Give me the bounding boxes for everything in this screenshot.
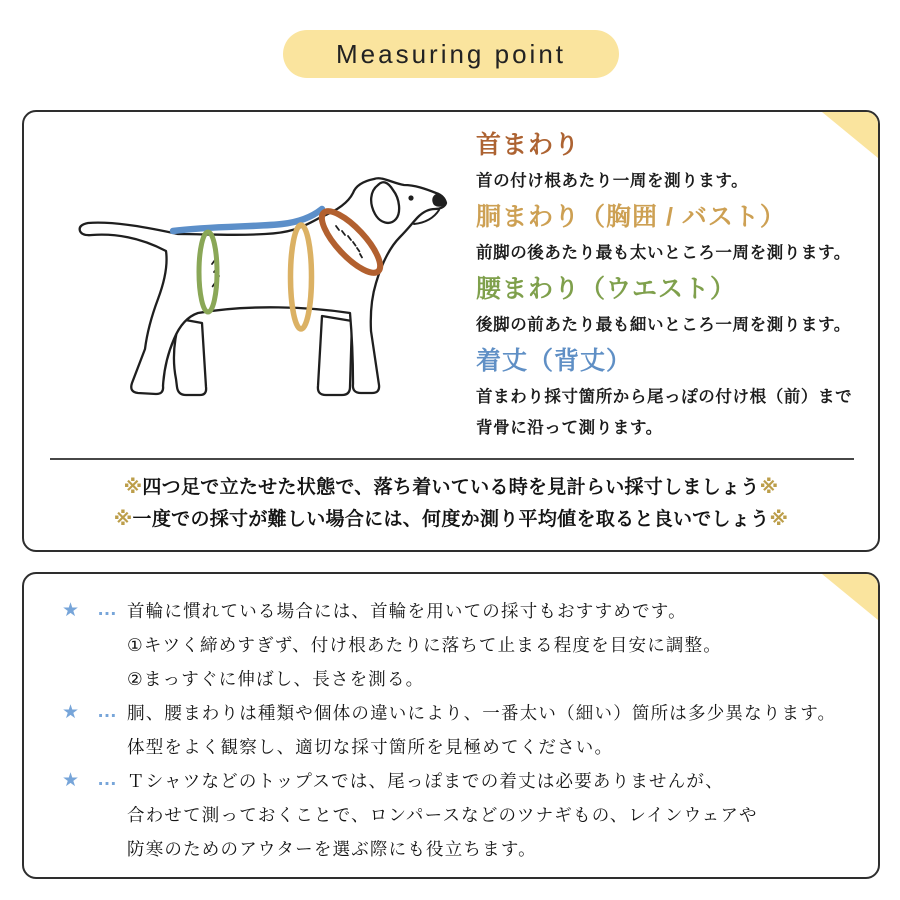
section-waist-description: 後脚の前あたり最も細いところ一周を測ります。 [476,316,851,334]
tip-1-line-2: ①キツく締めすぎず、付け根あたりに落ちて止まる程度を目安に調整。 [127,635,723,655]
dog-eye [408,195,413,200]
star-icon: ★ [62,770,80,791]
tip-1-line-1: 首輪に慣れている場合には、首輪を用いての採寸もおすすめです。 [127,601,687,621]
tips-list [24,574,878,866]
dog-nose [432,194,446,207]
tip-item-2 [62,696,854,764]
note-mark-icon: ※ [123,477,143,498]
tip-2-line-2: 体型をよく観察し、適切な採寸箇所を見極めてください。 [127,737,614,757]
tip-3-line-3: 防寒のためのアウターを選ぶ際にも役立ちます。 [127,839,537,859]
page-title-pill [283,30,619,78]
star-icon: ★ [62,702,80,723]
dog-far-front-leg [318,316,352,395]
tip-item-1 [62,594,854,696]
star-icon: ★ [62,600,80,621]
section-length-heading: 着丈（背丈） [476,347,633,375]
section-neck-description: 首の付け根あたり一周を測ります。 [476,172,749,190]
section-length-description-line2: 背骨に沿って測ります。 [476,419,663,437]
note-line-1 [24,472,878,504]
dog-illustration [60,140,480,462]
section-neck-heading: 首まわり [476,131,581,159]
measuring-notes [24,472,878,536]
ellipsis-separator: … [97,768,118,790]
ellipsis-separator: … [97,598,118,620]
page-title: Measuring point [336,38,566,69]
section-length [476,346,868,444]
tip-3-line-1: Ｔシャツなどのトップスでは、尾っぽまでの着丈は必要ありませんが、 [127,771,724,791]
section-chest-description: 前脚の後あたり最も太いところ一周を測ります。 [476,244,851,262]
tip-2-line-1: 胴、腰まわりは種類や個体の違いにより、一番太い（細い）箇所は多少異なります。 [127,703,837,723]
note-mark-icon: ※ [759,477,779,498]
dog-measuring-diagram-svg [60,140,480,462]
tips-panel [22,572,880,879]
tip-3-line-2: 合わせて測っておくことで、ロンパースなどのツナギもの、レインウェアや [127,805,758,825]
note-mark-icon: ※ [113,509,133,530]
section-chest [476,202,868,269]
note-text-1: 四つ足で立たせた状態で、落ち着いている時を見計らい採寸しましょう [142,477,760,498]
section-neck [476,130,868,197]
section-chest-heading: 胴まわり（胸囲 / バスト） [476,203,786,231]
note-mark-icon: ※ [769,509,789,530]
section-waist [476,274,868,341]
measuring-sections [476,130,868,449]
section-length-description-line1: 首まわり採寸箇所から尾っぽの付け根（前）まで [476,388,853,406]
measuring-panel [22,110,880,552]
ellipsis-separator: … [97,700,118,722]
horizontal-divider [50,458,854,460]
tip-item-3 [62,764,854,866]
note-text-2: 一度での採寸が難しい場合には、何度か測り平均値を取ると良いでしょう [132,509,770,530]
section-waist-heading: 腰まわり（ウエスト） [476,275,737,303]
tip-1-line-3: ②まっすぐに伸ばし、長さを測る。 [127,669,425,689]
note-line-2 [24,504,878,536]
